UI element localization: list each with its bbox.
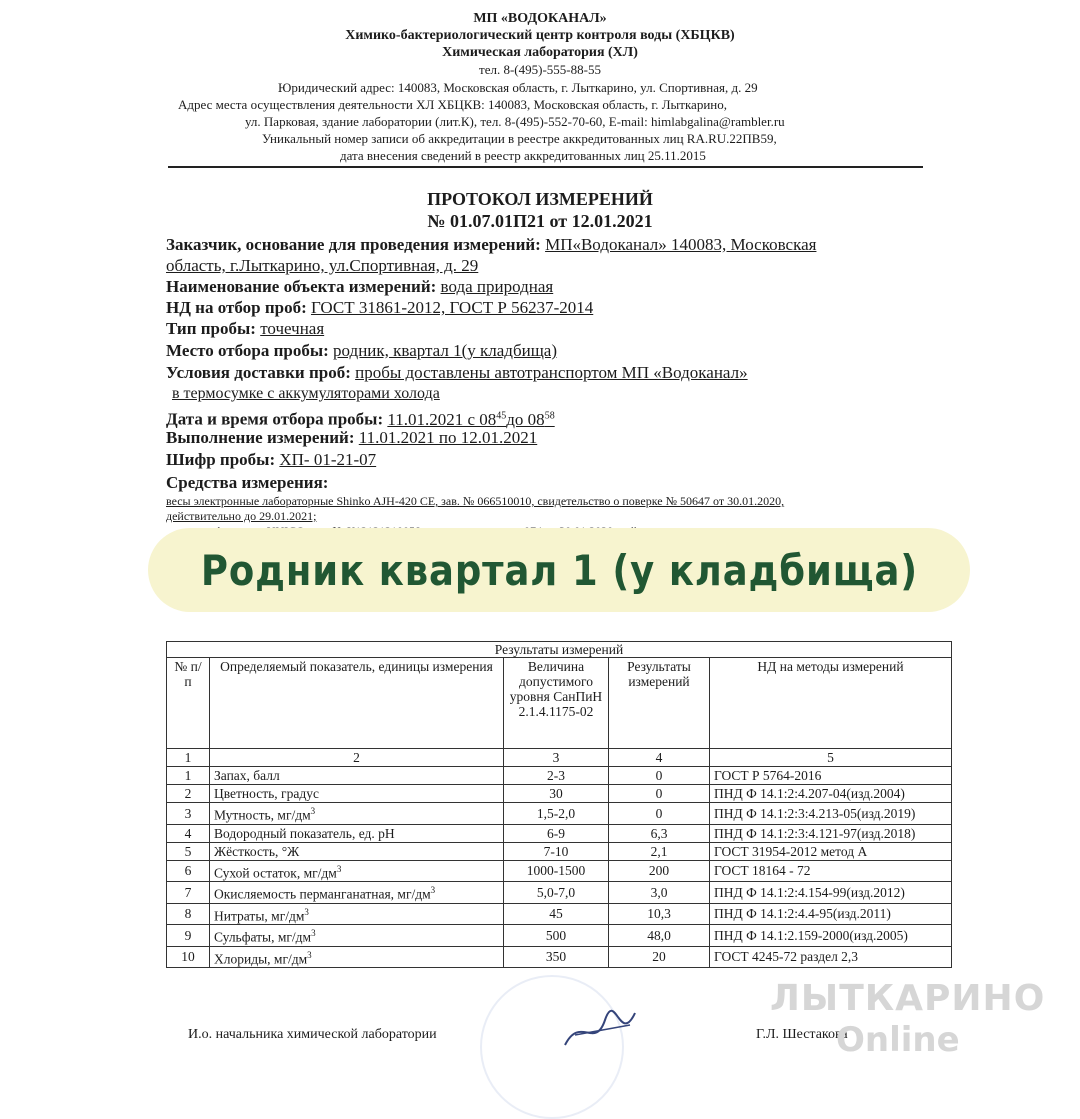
customer-value: МП«Водоканал» 140083, Московская [545, 235, 817, 254]
datetime-start-min: 45 [496, 410, 507, 421]
watermark-line2: Online [836, 1020, 960, 1060]
row-limit: 45 [504, 903, 609, 925]
accreditation-date: дата внесения сведений в реестр аккредитованных лиц 25.11.2015 [340, 148, 706, 163]
row-indicator: Цветность, градус [210, 785, 504, 803]
datetime-value [387, 410, 554, 429]
activity-address-line2: ул. Парковая, здание лаборатории (лит.К), тел. 8-(495)-552-70-60, E-mail: himlabgalina@rambler.ru [245, 114, 785, 129]
table-row [167, 860, 952, 882]
row-indicator: Окисляемость перманганатная, $мг/дм^3$ [210, 882, 504, 904]
nd-value: ГОСТ 31861-2012, ГОСТ Р 56237-2014 [310, 298, 594, 317]
datetime-end: до 08 [506, 409, 545, 429]
row-result: 20 [609, 946, 710, 968]
means-line-2: действительно до 29.01.2021; [166, 509, 317, 523]
object-value: вода природная [440, 277, 554, 296]
row-limit: 6-9 [504, 824, 609, 842]
row-limit: 500 [504, 925, 609, 947]
accreditation-line: Уникальный номер записи об аккредитации в реестре аккредитованных лиц RA.RU.22ПВ59, [262, 131, 777, 146]
legal-address: Юридический адрес: 140083, Московская область, г. Лыткарино, ул. Спортивная, д. 29 [278, 80, 758, 95]
nd-label: НД на отбор проб: [166, 298, 307, 317]
table-row [167, 803, 952, 825]
row-method: ПНД Ф 14.1:2.159-2000(изд.2005) [710, 925, 952, 947]
table-row [167, 824, 952, 842]
code-value: ХП- 01-21-07 [279, 450, 377, 469]
lab-name: Химическая лаборатория (ХЛ) [442, 45, 638, 60]
exec-field [166, 427, 537, 448]
nd-field [166, 297, 593, 318]
type-value: точечная [260, 319, 325, 338]
table-row [167, 882, 952, 904]
row-indicator: Сухой остаток, $мг/дм^3$ [210, 860, 504, 882]
row-method: ГОСТ 4245-72 раздел 2,3 [710, 946, 952, 968]
delivery-label: Условия доставки проб: [166, 363, 351, 382]
row-result: 0 [609, 767, 710, 785]
table-caption: Результаты измерений [167, 642, 952, 658]
table-row [167, 903, 952, 925]
place-field [166, 340, 557, 361]
delivery-field [166, 362, 748, 383]
table-row [167, 767, 952, 785]
table-caption-row [167, 642, 952, 658]
datetime-field [166, 405, 555, 430]
row-indicator: Сульфаты, $мг/дм^3$ [210, 925, 504, 947]
column-number-row [167, 749, 952, 767]
header-num: № п/п [167, 658, 210, 749]
col-number: 5 [710, 749, 952, 767]
customer-value-cont: область, г.Лыткарино, ул.Спортивная, д. 29 [166, 256, 479, 275]
lab-phone: тел. 8-(495)-555-88-55 [479, 62, 601, 77]
header-result: Результаты измерений [609, 658, 710, 749]
row-limit: 30 [504, 785, 609, 803]
results-body [167, 767, 952, 968]
signature-scribble [560, 1005, 640, 1055]
table-row [167, 842, 952, 860]
row-method: ПНД Ф 14.1:2:3:4.121-97(изд.2018) [710, 824, 952, 842]
activity-address-line1: Адрес места осуществления деятельности ХЛ ХБЦКВ: 140083, Московская область, г. Лыткарино, [178, 97, 727, 112]
center-name: Химико-бактериологический центр контроля воды (ХБЦКВ) [345, 28, 735, 43]
col-number: 3 [504, 749, 609, 767]
header-indicator: Определяемый показатель, единицы измерения [210, 658, 504, 749]
row-method: ПНД Ф 14.1:2:4.4-95(изд.2011) [710, 903, 952, 925]
datetime-end-min: 58 [544, 410, 555, 421]
row-number: 1 [167, 767, 210, 785]
row-result: 0 [609, 803, 710, 825]
row-number: 6 [167, 860, 210, 882]
place-value: родник, квартал 1(у кладбища) [333, 341, 558, 360]
org-name: МП «ВОДОКАНАЛ» [473, 11, 607, 26]
place-label: Место отбора пробы: [166, 341, 329, 360]
code-field [166, 449, 376, 470]
customer-label: Заказчик, основание для проведения измерений: [166, 235, 541, 254]
row-result: 3,0 [609, 882, 710, 904]
header-divider [168, 166, 923, 168]
code-label: Шифр пробы: [166, 450, 276, 469]
row-number: 8 [167, 903, 210, 925]
table-header-row [167, 658, 952, 749]
protocol-number: № 01.07.01П21 от 12.01.2021 [427, 211, 653, 231]
results-table [166, 641, 952, 968]
row-result: 10,3 [609, 903, 710, 925]
delivery-field-cont [172, 383, 440, 404]
means-label: Средства измерения: [166, 473, 329, 492]
row-result: 200 [609, 860, 710, 882]
row-method: ПНД Ф 14.1:2:4.207-04(изд.2004) [710, 785, 952, 803]
row-number: 9 [167, 925, 210, 947]
row-limit: 350 [504, 946, 609, 968]
row-number: 7 [167, 882, 210, 904]
exec-value: 11.01.2021 по 12.01.2021 [358, 428, 538, 447]
exec-label: Выполнение измерений: [166, 428, 355, 447]
row-number: 3 [167, 803, 210, 825]
row-indicator: Нитраты, $мг/дм^3$ [210, 903, 504, 925]
customer-field [166, 234, 816, 255]
signatory-name: Г.Л. Шестакова [756, 1027, 848, 1042]
row-method: ПНД Ф 14.1:2:4.154-99(изд.2012) [710, 882, 952, 904]
row-method: ГОСТ Р 5764-2016 [710, 767, 952, 785]
delivery-value-cont: в термосумке с аккумуляторами холода [172, 385, 440, 402]
watermark-line1: ЛЫТКАРИНО [770, 978, 1046, 1019]
row-number: 4 [167, 824, 210, 842]
object-field [166, 276, 553, 297]
col-number: 2 [210, 749, 504, 767]
signatory-position: И.о. начальника химической лаборатории [188, 1027, 437, 1042]
row-method: ПНД Ф 14.1:2:3:4.213-05(изд.2019) [710, 803, 952, 825]
row-result: 6,3 [609, 824, 710, 842]
header-method: НД на методы измерений [710, 658, 952, 749]
row-number: 2 [167, 785, 210, 803]
row-indicator: Мутность, $мг/дм^3$ [210, 803, 504, 825]
datetime-start: 11.01.2021 с 08 [387, 409, 497, 429]
row-number: 5 [167, 842, 210, 860]
row-limit: 7-10 [504, 842, 609, 860]
table-row [167, 785, 952, 803]
banner-text: Родник квартал 1 (у кладбища) [200, 545, 918, 595]
row-limit: 1,5-2,0 [504, 803, 609, 825]
type-label: Тип пробы: [166, 319, 256, 338]
type-field [166, 318, 324, 339]
datetime-label: Дата и время отбора пробы: [166, 409, 384, 429]
table-row [167, 946, 952, 968]
row-indicator: Водородный показатель, ед. pH [210, 824, 504, 842]
row-limit: 1000-1500 [504, 860, 609, 882]
row-method: ГОСТ 18164 - 72 [710, 860, 952, 882]
title-banner [148, 528, 970, 612]
row-indicator: Хлориды, $мг/дм^3$ [210, 946, 504, 968]
row-limit: 2-3 [504, 767, 609, 785]
header-limit: Величина допустимого уровня СанПиН 2.1.4.1175-02 [504, 658, 609, 749]
row-method: ГОСТ 31954-2012 метод А [710, 842, 952, 860]
row-number: 10 [167, 946, 210, 968]
object-label: Наименование объекта измерений: [166, 277, 437, 296]
col-number: 1 [167, 749, 210, 767]
row-result: 48,0 [609, 925, 710, 947]
delivery-value: пробы доставлены автотранспортом МП «Водоканал» [355, 363, 748, 382]
row-indicator: Жёсткость, °Ж [210, 842, 504, 860]
row-result: 0 [609, 785, 710, 803]
row-indicator: Запах, балл [210, 767, 504, 785]
table-row [167, 925, 952, 947]
customer-field-cont [166, 255, 478, 276]
means-field [166, 472, 328, 493]
means-line-1: весы электронные лабораторные Shinko AJH-420 CE, зав. № 066510010, свидетельство о поверке № 50647 от 30.01.2020, [166, 494, 785, 508]
col-number: 4 [609, 749, 710, 767]
row-result: 2,1 [609, 842, 710, 860]
protocol-title: ПРОТОКОЛ ИЗМЕРЕНИЙ [427, 189, 653, 209]
row-limit: 5,0-7,0 [504, 882, 609, 904]
